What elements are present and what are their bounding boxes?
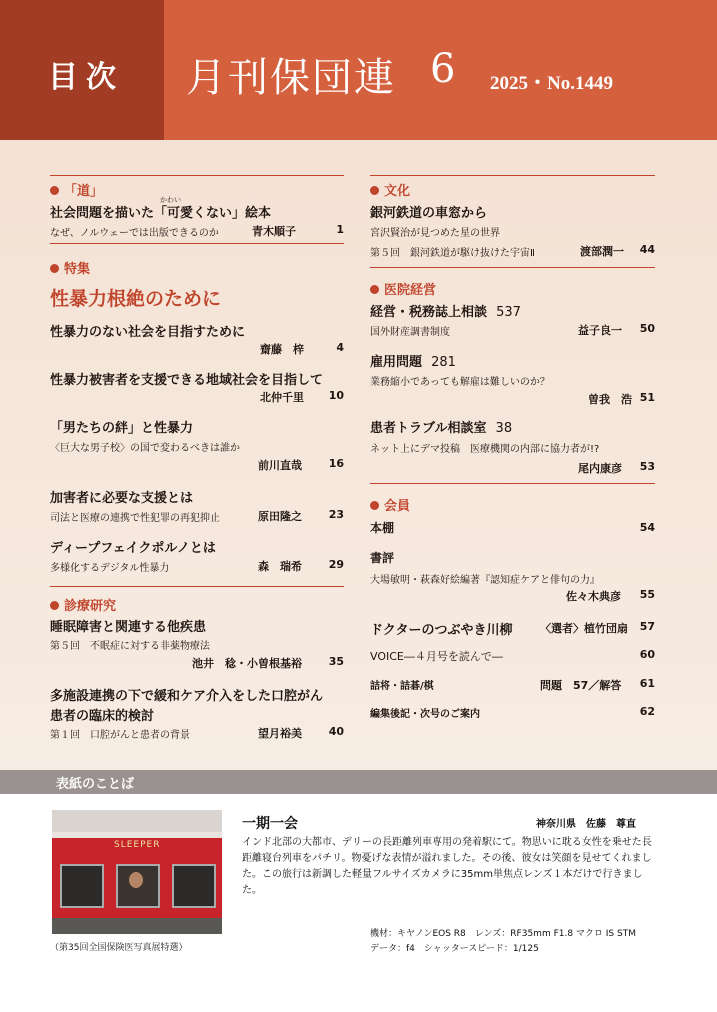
article-author: 前川直哉 <box>258 459 302 472</box>
article-title[interactable]: 銀河鉄道の車窓から <box>370 206 488 221</box>
section-rule <box>370 175 655 176</box>
section-label: 「道」 <box>64 184 104 199</box>
page-number: 10 <box>328 389 344 402</box>
bullet-icon <box>370 285 379 294</box>
section-clinical <box>50 595 116 614</box>
article-author: 曽我 浩 <box>588 393 632 406</box>
article-title[interactable]: 性暴力のない社会を目指すために <box>50 325 246 340</box>
article-author: 佐々木典彦 <box>566 590 621 603</box>
section-rule <box>50 586 344 587</box>
title-text: 雇用問題 <box>370 355 423 370</box>
page-number: 44 <box>639 243 655 256</box>
article-subtitle: 大場敏明・萩森好絵編著『認知症ケアと俳句の力』 <box>370 575 600 586</box>
article-subtitle: 宮沢賢治が見つめた星の世界 <box>370 228 500 239</box>
photo-author: 神奈川県 佐藤 尊直 <box>536 819 636 830</box>
article-author: 〈選者〉植竹団扇 <box>540 622 628 635</box>
cover-band-title: 表紙のことば <box>56 777 135 792</box>
spec-line: データ：f4 シャッタースピード：1/125 <box>370 944 539 954</box>
page-number: 40 <box>328 725 344 738</box>
section-rule <box>50 243 344 244</box>
article-title[interactable] <box>370 351 456 370</box>
photo-description: インド北部の大都市、デリーの長距離列車専用の発着駅にて。物思いに耽る女性を乗せた長距離寝台列車をパチリ。物憂げな表情が溢れました。その後、彼女は笑顔を見せてくれました。この旅行は新調した軽量フルサイズカメラに35mm単焦点レンズ１本だけで行きました。 <box>242 837 652 896</box>
article-author: 望月裕美 <box>258 727 302 740</box>
article-subtitle: 第５回 不眠症に対する非薬物療法 <box>50 641 210 652</box>
section-feature <box>50 258 90 277</box>
section-rule <box>370 483 655 484</box>
section-culture <box>370 180 410 199</box>
feature-title[interactable]: 性暴力根絶のために <box>50 288 222 310</box>
article-title[interactable]: ドクターのつぶやき川柳 <box>370 623 513 638</box>
photo-sign-text: SLEEPER <box>114 840 161 850</box>
article-author: 尾内康彦 <box>578 462 622 475</box>
article-title[interactable] <box>370 301 521 320</box>
page-number: 60 <box>639 648 655 661</box>
article-title[interactable]: 性暴力被害者を支援できる地域社会を目指して <box>50 373 324 388</box>
title-text: 患者トラブル相談室 <box>370 421 487 436</box>
contents-label: 目次 <box>48 60 124 95</box>
article-subtitle: なぜ、ノルウェーでは出版できるのか <box>50 228 219 239</box>
series-number: 38 <box>495 421 513 436</box>
page-number: 50 <box>639 322 655 335</box>
article-author: 齋藤 梓 <box>260 343 304 356</box>
article-title[interactable]: 書評 <box>370 551 395 565</box>
article-author: 北仲千里 <box>260 391 304 404</box>
bullet-icon <box>370 186 379 195</box>
page-number: 61 <box>639 677 655 690</box>
page-number: 53 <box>639 460 655 473</box>
photo-title: 一期一会 <box>242 816 298 832</box>
article-title[interactable]: VOICE―４月号を読んで― <box>370 650 503 663</box>
article-subtitle: 国外財産調書制度 <box>370 327 450 338</box>
page-number: 1 <box>336 223 344 236</box>
article-author: 池井 稔・小曽根基裕 <box>192 657 302 670</box>
magazine-title: 月刊保団連 <box>186 55 396 101</box>
page-number: 51 <box>639 391 655 404</box>
page-number: 35 <box>328 655 344 668</box>
page-number: 23 <box>328 508 344 521</box>
article-title[interactable]: 社会問題を描いた「可愛くない」絵本 <box>50 206 272 221</box>
section-management <box>370 279 436 298</box>
article-author: 問題 57／解答 <box>540 679 622 692</box>
article-author: 森 瑞希 <box>258 560 302 573</box>
article-subtitle: 業務縮小であっても解雇は難しいのか？ <box>370 377 550 388</box>
article-title[interactable] <box>370 417 512 436</box>
article-subtitle: 第５回 銀河鉄道が駆け抜けた宇宙Ⅱ <box>370 248 535 259</box>
title-text: 経営・税務誌上相談 <box>370 305 488 320</box>
bullet-icon <box>50 601 59 610</box>
article-subtitle: 司法と医療の連携で性犯罪の再犯抑止 <box>50 513 220 524</box>
article-title-line2[interactable]: 患者の臨床的検討 <box>50 709 155 724</box>
article-title[interactable]: ディープフェイクポルノとは <box>50 541 216 556</box>
year-volume: 2025・No.1449 <box>490 73 613 94</box>
section-label: 文化 <box>384 184 411 199</box>
section-label: 診療研究 <box>64 599 117 614</box>
article-title[interactable]: 編集後記・次号のご案内 <box>370 709 480 720</box>
article-author: 青木順子 <box>252 225 296 238</box>
article-author: 渡部潤一 <box>580 245 624 258</box>
article-title[interactable]: 「男たちの絆」と性暴力 <box>50 421 194 436</box>
series-number: 537 <box>496 305 521 320</box>
section-michi <box>50 180 103 199</box>
article-title[interactable]: 加害者に必要な支援とは <box>50 491 194 506</box>
page-number: 54 <box>639 521 655 534</box>
article-subtitle: ネット上にデマ投稿 医療機関の内部に協力者が!? <box>370 444 600 455</box>
issue-number: 6 <box>430 46 456 92</box>
section-label: 特集 <box>64 262 91 277</box>
bullet-icon <box>370 501 379 510</box>
article-title[interactable]: 本棚 <box>370 521 395 535</box>
bullet-icon <box>50 186 59 195</box>
page-number: 55 <box>639 588 655 601</box>
article-title[interactable]: 多施設連携の下で緩和ケア介入をした口腔がん <box>50 689 324 704</box>
section-rule <box>50 175 344 176</box>
article-title[interactable]: 詰将・詰碁/棋 <box>370 681 434 692</box>
photo-specs <box>370 927 636 957</box>
section-label: 会員 <box>384 499 411 514</box>
article-title[interactable]: 睡眠障害と関連する他疾患 <box>50 620 207 635</box>
cover-photo <box>52 810 222 934</box>
bullet-icon <box>50 264 59 273</box>
section-members <box>370 495 410 514</box>
spec-line: 機材：キヤノンEOS R8 レンズ：RF35mm F1.8 マクロ IS STM <box>370 929 636 939</box>
ruby-text: かわい <box>160 196 181 204</box>
article-author: 原田隆之 <box>258 510 302 523</box>
article-subtitle: 第１回 口腔がんと患者の背景 <box>50 730 190 741</box>
page-number: 62 <box>639 705 655 718</box>
section-label: 医院経営 <box>384 283 437 298</box>
series-number: 281 <box>431 355 456 370</box>
page-number: 16 <box>328 457 344 470</box>
page-number: 57 <box>639 620 655 633</box>
photo-caption: （第35回全国保険医写真展特選） <box>50 943 188 953</box>
page-number: 29 <box>328 558 344 571</box>
article-subtitle: 多様化するデジタル性暴力 <box>50 563 170 574</box>
section-rule <box>370 267 655 268</box>
article-subtitle: 〈巨大な男子校〉の国で変わるべきは誰か <box>50 443 240 454</box>
article-author: 益子良一 <box>578 324 622 337</box>
page-number: 4 <box>336 341 344 354</box>
